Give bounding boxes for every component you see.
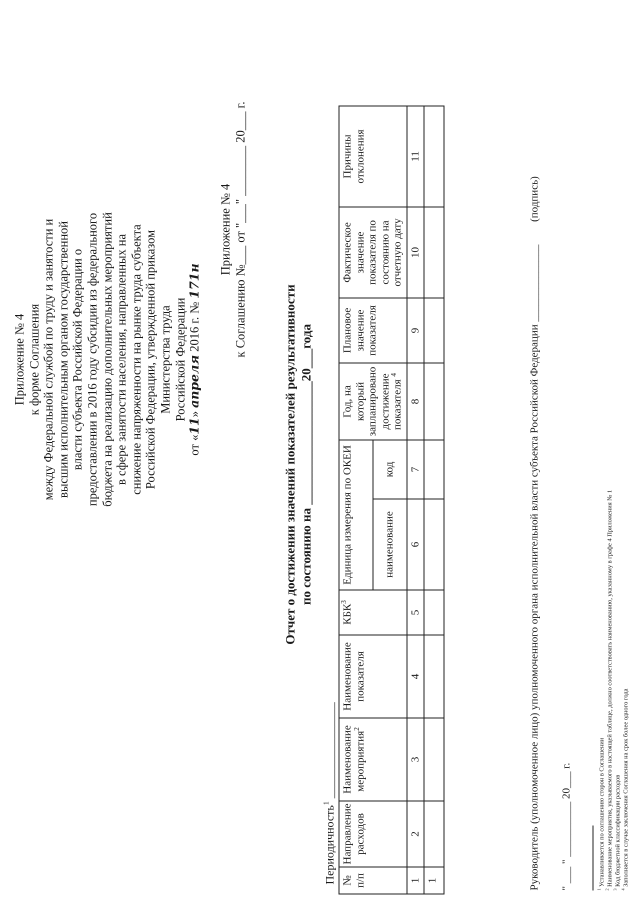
col-header-indicator: Наименование показателя bbox=[339, 635, 407, 718]
col-header-plan: Плановое значение показателя bbox=[339, 298, 407, 363]
rotated-landscape-sheet bbox=[1, 0, 640, 905]
table-cell bbox=[424, 106, 444, 207]
order-mid: » bbox=[187, 407, 202, 418]
table-row bbox=[424, 106, 444, 894]
column-number: 8 bbox=[407, 363, 425, 440]
footnote-number: 4 bbox=[620, 888, 626, 891]
signature-caption: (подпись) bbox=[528, 176, 541, 222]
col-header-number: № п/п bbox=[339, 867, 407, 894]
column-number: 4 bbox=[407, 635, 425, 718]
column-number: 3 bbox=[407, 718, 425, 801]
header-line: Приложение № 4 bbox=[12, 313, 27, 406]
header-line: в сфере занятости населения, направленных на bbox=[114, 233, 129, 486]
column-number: 11 bbox=[407, 106, 425, 207]
table-cell bbox=[424, 801, 444, 867]
col-header-year bbox=[339, 363, 407, 440]
periodicity-blank: ________________ bbox=[322, 702, 337, 802]
report-title bbox=[283, 215, 314, 715]
footnote-text: Наименование мероприятия, указываемого в настоящей таблице, должно соответствовать наименованию, указанному в графе 4 Приложения № 1 bbox=[606, 489, 614, 887]
footnote-ref: 4 bbox=[389, 372, 398, 377]
handwritten-month: апреля bbox=[186, 354, 202, 408]
col-header-direction: Направление расходов bbox=[339, 801, 407, 867]
header-line: снижение напряженности на рынке труда субъекта bbox=[129, 224, 144, 495]
column-number-row bbox=[407, 106, 425, 894]
row-number: 1 bbox=[424, 867, 444, 894]
col-header-year-label: Год, на который запланировано достижение показателя bbox=[341, 366, 404, 437]
agreement-reference: к Соглашению №___ от "___" ________ 20___ г. bbox=[233, 101, 248, 358]
table-cell bbox=[424, 207, 444, 298]
footnote-text: Устанавливается по соглашению сторон в Соглашении bbox=[598, 737, 606, 887]
signature-line bbox=[529, 176, 541, 890]
column-number: 7 bbox=[407, 440, 425, 499]
table-cell bbox=[424, 590, 444, 635]
order-date-line bbox=[188, 210, 203, 510]
column-number: 5 bbox=[407, 590, 425, 635]
footnote-number: 1 bbox=[596, 888, 602, 891]
date-line: " ___ " __________ 20___ г. bbox=[560, 762, 573, 891]
column-number: 2 bbox=[407, 801, 425, 867]
col-header-kbk bbox=[339, 590, 407, 635]
header-line: Российской Федерации, утвержденной приказом bbox=[143, 229, 158, 490]
column-number: 6 bbox=[407, 499, 425, 590]
col-header-event bbox=[339, 718, 407, 801]
column-number: 9 bbox=[407, 298, 425, 363]
header-line: Российской Федерации bbox=[173, 297, 188, 422]
report-title-line: Отчет о достижении значений показателей результативности bbox=[282, 284, 298, 645]
footnote bbox=[620, 688, 631, 891]
footnote-separator bbox=[593, 826, 594, 891]
col-header-unit-code: код bbox=[373, 440, 407, 499]
header-line: власти субъекта Российской Федерации о bbox=[70, 248, 85, 471]
table-cell bbox=[424, 635, 444, 718]
periodicity bbox=[323, 702, 338, 884]
footnote-ref: 2 bbox=[352, 727, 361, 731]
header-line: высшим исполнительным органом государственной bbox=[56, 221, 71, 498]
header-line: бюджета на реализацию дополнительных мероприятий bbox=[100, 212, 115, 507]
header-line: к форме Соглашения bbox=[27, 303, 42, 416]
col-header-unit: Единица измерения по ОКЕИ bbox=[339, 440, 373, 590]
signatory-text: Руководитель (уполномоченное лицо) уполномоченного органа исполнительной власти субъекта Российской Федерации bbox=[528, 324, 541, 891]
order-year: 2016 г. № bbox=[187, 298, 202, 355]
table-cell bbox=[424, 440, 444, 499]
handwritten-day: 11 bbox=[186, 417, 202, 435]
header-line: Министерства труда bbox=[158, 305, 173, 414]
agreement-appendix-reference bbox=[219, 100, 248, 360]
handwritten-order-number: 171н bbox=[186, 263, 202, 299]
appendix-header bbox=[13, 210, 203, 510]
footnote-ref: 3 bbox=[339, 600, 348, 604]
column-number: 10 bbox=[407, 207, 425, 298]
appendix-number: Приложение № 4 bbox=[218, 183, 233, 276]
indicators-table bbox=[339, 105, 445, 894]
order-prefix: от « bbox=[187, 434, 202, 456]
col-header-fact: Фактическое значение показателя по состоянию на отчетную дату bbox=[339, 207, 407, 298]
footnote bbox=[596, 737, 610, 891]
signature-blank: ______________ bbox=[528, 244, 541, 322]
footnote-ref: 1 bbox=[321, 801, 331, 806]
column-number: 1 bbox=[407, 867, 425, 894]
footnote-number: 3 bbox=[612, 888, 618, 891]
col-header-kbk-label: КБК bbox=[341, 603, 354, 625]
header-line: между Федеральной службой по труду и занятости и bbox=[41, 218, 56, 501]
footnote-text: Код бюджетной классификации расходов bbox=[614, 774, 622, 887]
footnote bbox=[612, 774, 626, 891]
col-header-event-label: Наименование мероприятия bbox=[341, 725, 366, 794]
header-line: предоставлении в 2016 году субсидии из федерального bbox=[85, 212, 100, 507]
footnote-number: 2 bbox=[604, 888, 610, 891]
col-header-reason: Причины отклонения bbox=[339, 106, 407, 207]
periodicity-label: Периодичность bbox=[322, 805, 337, 885]
table-cell bbox=[424, 499, 444, 590]
report-date-line: по состоянию на ___________________20___года bbox=[298, 324, 313, 605]
col-header-unit-name: наименование bbox=[373, 499, 407, 590]
table-cell bbox=[424, 298, 444, 363]
table-cell bbox=[424, 363, 444, 440]
footnote-text: Заполняется в случае заключения Соглашения на срок более одного года bbox=[622, 688, 630, 887]
table-cell bbox=[424, 718, 444, 801]
table-header-row bbox=[339, 106, 373, 894]
